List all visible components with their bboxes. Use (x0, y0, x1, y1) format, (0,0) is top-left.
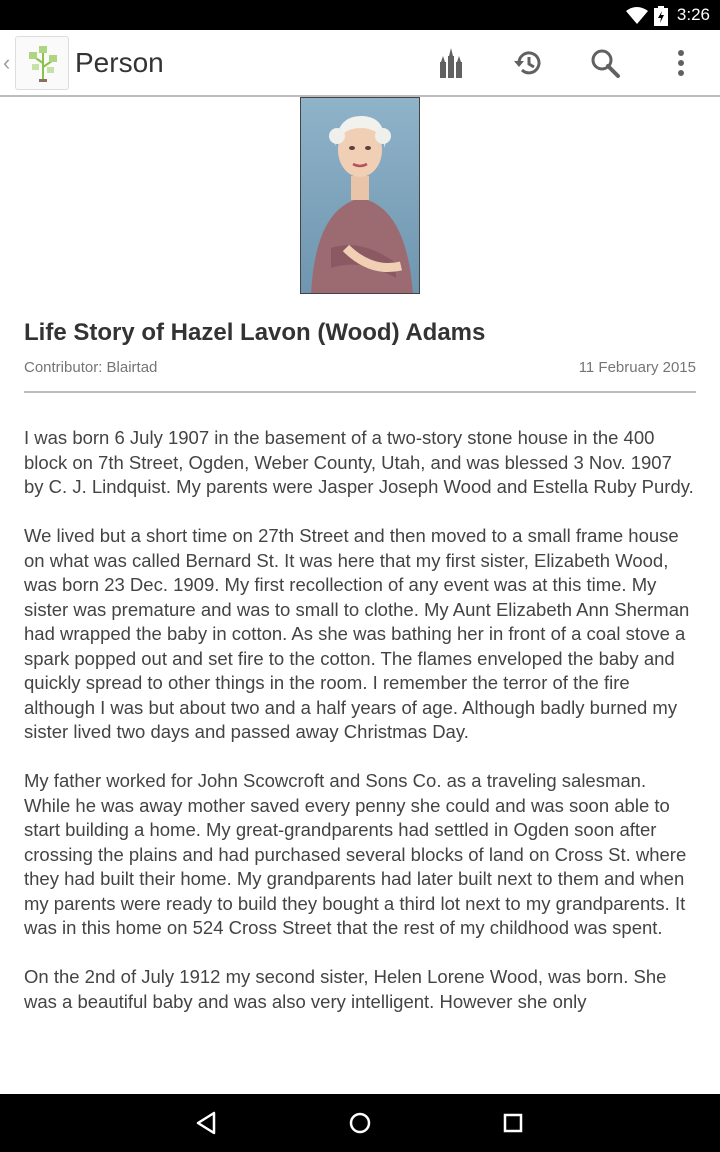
page-title: Person (75, 47, 164, 78)
story-date: 11 February 2015 (578, 359, 696, 376)
nav-recents-icon[interactable] (500, 1110, 526, 1136)
wifi-icon (626, 7, 648, 25)
contributor-label: Contributor: Blairtad (24, 359, 158, 376)
nav-home-icon[interactable] (347, 1110, 373, 1136)
back-chevron-icon[interactable]: ‹ (3, 50, 11, 75)
battery-charging-icon (654, 6, 668, 26)
app-bar (0, 30, 720, 97)
family-tree-logo-icon[interactable] (15, 36, 69, 90)
story-paragraph: My father worked for John Scowcroft and Sons Co. as a traveling salesman. While he was away mother saved every penny she could and was soon able to start building a home. My great-grandparents had settled in Ogden soon after crossing the plains and had purchased several blocks of land on Cross St. where they had built their home. My grandparents had later built next to them and when my parents were ready to build they bought a third lot next to my grandparents. It was in this home on 524 Cross Street that the rest of my childhood was spent. (24, 770, 687, 938)
story-body (24, 426, 696, 1039)
search-icon[interactable] (588, 46, 622, 80)
story-paragraph: We lived but a short time on 27th Street and then moved to a small frame house on what was called Bernard St. It was here that my first sister, Elizabeth Wood, was born 23 Dec. 1909. My first recollection of any event was at this time. My sister was premature and was to small to clothe. My Aunt Elizabeth Ann Sherman had wrapped the baby in cotton. As she was bathing her in front of a coal stove a spark popped out and set fire to the cotton. The flames enveloped the baby and quickly spread to other things in the room. I remember the terror of the fire although I was but about two and a half years of age. Although badly burned my sister lived two days and passed away Christmas Day. (24, 525, 690, 742)
history-icon[interactable] (511, 46, 545, 80)
navigation-bar (0, 1094, 720, 1152)
clock: 3:26 (676, 5, 710, 24)
story-content[interactable] (0, 97, 720, 1094)
portrait-photo[interactable] (300, 97, 420, 294)
status-bar (0, 0, 720, 30)
story-meta (24, 359, 696, 376)
divider (24, 391, 696, 393)
more-vert-icon[interactable] (664, 46, 698, 80)
story-title: Life Story of Hazel Lavon (Wood) Adams (24, 319, 486, 346)
story-paragraph: I was born 6 July 1907 in the basement of a two-story stone house in the 400 block on 7th Street, Ogden, Weber County, Utah, and was blessed 3 Nov. 1907 by C. J. Lindquist. My parents were Jasper Joseph Wood and Estella Ruby Purdy. (24, 427, 694, 497)
nav-back-icon[interactable] (194, 1110, 220, 1136)
story-paragraph: On the 2nd of July 1912 my second sister, Helen Lorene Wood, was born. She was a beautiful baby and was also very intelligent. However she only (24, 966, 667, 1012)
temple-icon[interactable] (434, 46, 468, 80)
